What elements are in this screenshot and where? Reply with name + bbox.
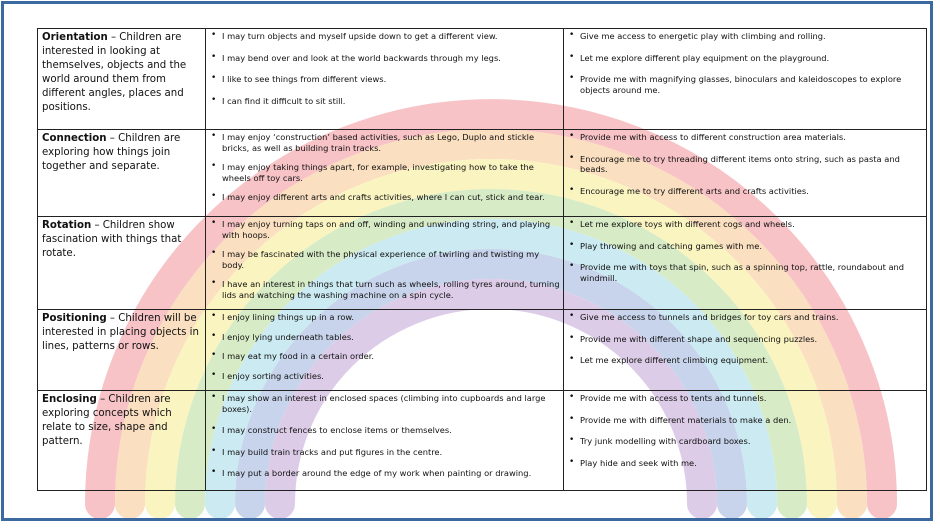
support-cell — [564, 391, 927, 491]
schema-name-cell: Enclosing – Children are exploring concepts which relate to size, shape and pattern. — [38, 391, 206, 491]
list-item: • Provide me with access to different construction area materials. — [569, 131, 846, 142]
table-row — [38, 217, 927, 310]
list-item: • Try junk modelling with cardboard boxes. — [569, 435, 751, 446]
schema-name-cell: Orientation – Children are interested in looking at themselves, objects and the world around them from different angles, places and positions. — [38, 29, 206, 130]
schema-name-cell: Rotation – Children show fascination with things that rotate. — [38, 217, 206, 310]
list-item: • Provide me with toys that spin, such as a spinning top, rattle, roundabout and windmill. — [569, 261, 905, 283]
list-item: • Encourage me to try different arts and crafts activities. — [569, 184, 809, 196]
experiences-cell — [206, 130, 564, 217]
schema-description: Children are exploring concepts which relate to size, shape and pattern. — [42, 394, 172, 447]
table-row — [38, 29, 927, 130]
schema-description: Children are exploring how things join together and separate. — [42, 133, 181, 172]
schema-name-cell: Positioning – Children will be interested in placing objects in lines, patterns or rows. — [38, 310, 206, 391]
schema-name: Connection — [42, 133, 107, 144]
list-item: • I may enjoy different arts and crafts activities, where I can cut, stick and tear. — [211, 191, 545, 202]
list-item: • Give me access to tunnels and bridges for toy cars and trains. — [569, 311, 839, 322]
table-row — [38, 310, 927, 391]
list-item: • I may build train tracks and put figures in the centre. — [211, 445, 443, 457]
experiences-cell — [206, 391, 564, 491]
support-cell — [564, 130, 927, 217]
page-frame — [1, 1, 933, 521]
schema-description: Children are interested in looking at themselves, objects and the world around them from different angles, places and positions. — [42, 32, 187, 113]
list-item: • I may show an interest in enclosed spaces (climbing into cupboards and large boxes). — [211, 392, 546, 414]
list-item: • Let me explore toys with different cogs and wheels. — [569, 218, 795, 229]
list-item: • Provide me with access to tents and tunnels. — [569, 392, 767, 403]
list-item: • I like to see things from different views. — [211, 73, 387, 84]
list-item: • I enjoy sorting activities. — [211, 369, 324, 381]
support-cell — [564, 310, 927, 391]
list-item: • I enjoy lying underneath tables. — [211, 330, 354, 342]
schema-name: Rotation — [42, 220, 92, 231]
schema-name: Positioning — [42, 313, 107, 324]
list-item: • I may turn objects and myself upside down to get a different view. — [211, 30, 498, 41]
table-row — [38, 391, 927, 491]
experiences-cell — [206, 29, 564, 130]
list-item: • I may enjoy taking things apart, for example, investigating how to take the wheels off toy cars. — [211, 161, 534, 183]
list-item: • Give me access to energetic play with climbing and rolling. — [569, 30, 826, 41]
support-cell — [564, 217, 927, 310]
support-cell — [564, 29, 927, 130]
list-item: • I may enjoy ‘construction’ based activities, such as Lego, Duplo and stickle bricks, as well as building train tracks. — [211, 131, 535, 153]
list-item: • Play throwing and catching games with me. — [569, 239, 763, 251]
experiences-cell — [206, 217, 564, 310]
list-item: • I may enjoy turning taps on and off, winding and unwinding string, and playing with hoops. — [211, 218, 551, 240]
list-item: • I have an interest in things that turn such as wheels, rolling tyres around, turning lids and watching the washing machine on a spin cycle. — [211, 278, 560, 300]
schema-name: Orientation — [42, 32, 108, 43]
list-item: • Encourage me to try threading different items onto string, such as pasta and beads. — [569, 152, 900, 174]
experiences-cell — [206, 310, 564, 391]
list-item: • Let me explore different climbing equipment. — [569, 354, 769, 365]
table-row — [38, 130, 927, 217]
list-item: • I may put a border around the edge of my work when painting or drawing. — [211, 467, 532, 478]
list-item: • I can find it difficult to sit still. — [211, 94, 346, 106]
schema-name: Enclosing — [42, 394, 97, 405]
schema-description: Children show fascination with things that rotate. — [42, 220, 182, 259]
list-item: • I may bend over and look at the world backwards through my legs. — [211, 51, 501, 63]
schemas-table — [37, 28, 927, 491]
list-item: • Play hide and seek with me. — [569, 456, 697, 468]
list-item: • I may be fascinated with the physical experience of twirling and twisting my body. — [211, 248, 540, 270]
schema-name-cell: Connection – Children are exploring how things join together and separate. — [38, 130, 206, 217]
schema-description: Children will be interested in placing objects in lines, patterns or rows. — [42, 313, 199, 352]
list-item: • I may construct fences to enclose items or themselves. — [211, 424, 452, 435]
list-item: • Let me explore different play equipment on the playground. — [569, 51, 830, 63]
list-item: • Provide me with different materials to make a den. — [569, 413, 792, 425]
list-item: • I may eat my food in a certain order. — [211, 350, 375, 361]
list-item: • Provide me with magnifying glasses, binoculars and kaleidoscopes to explore objects around me. — [569, 73, 902, 95]
list-item: • Provide me with different shape and sequencing puzzles. — [569, 332, 818, 344]
list-item: • I enjoy lining things up in a row. — [211, 311, 355, 322]
